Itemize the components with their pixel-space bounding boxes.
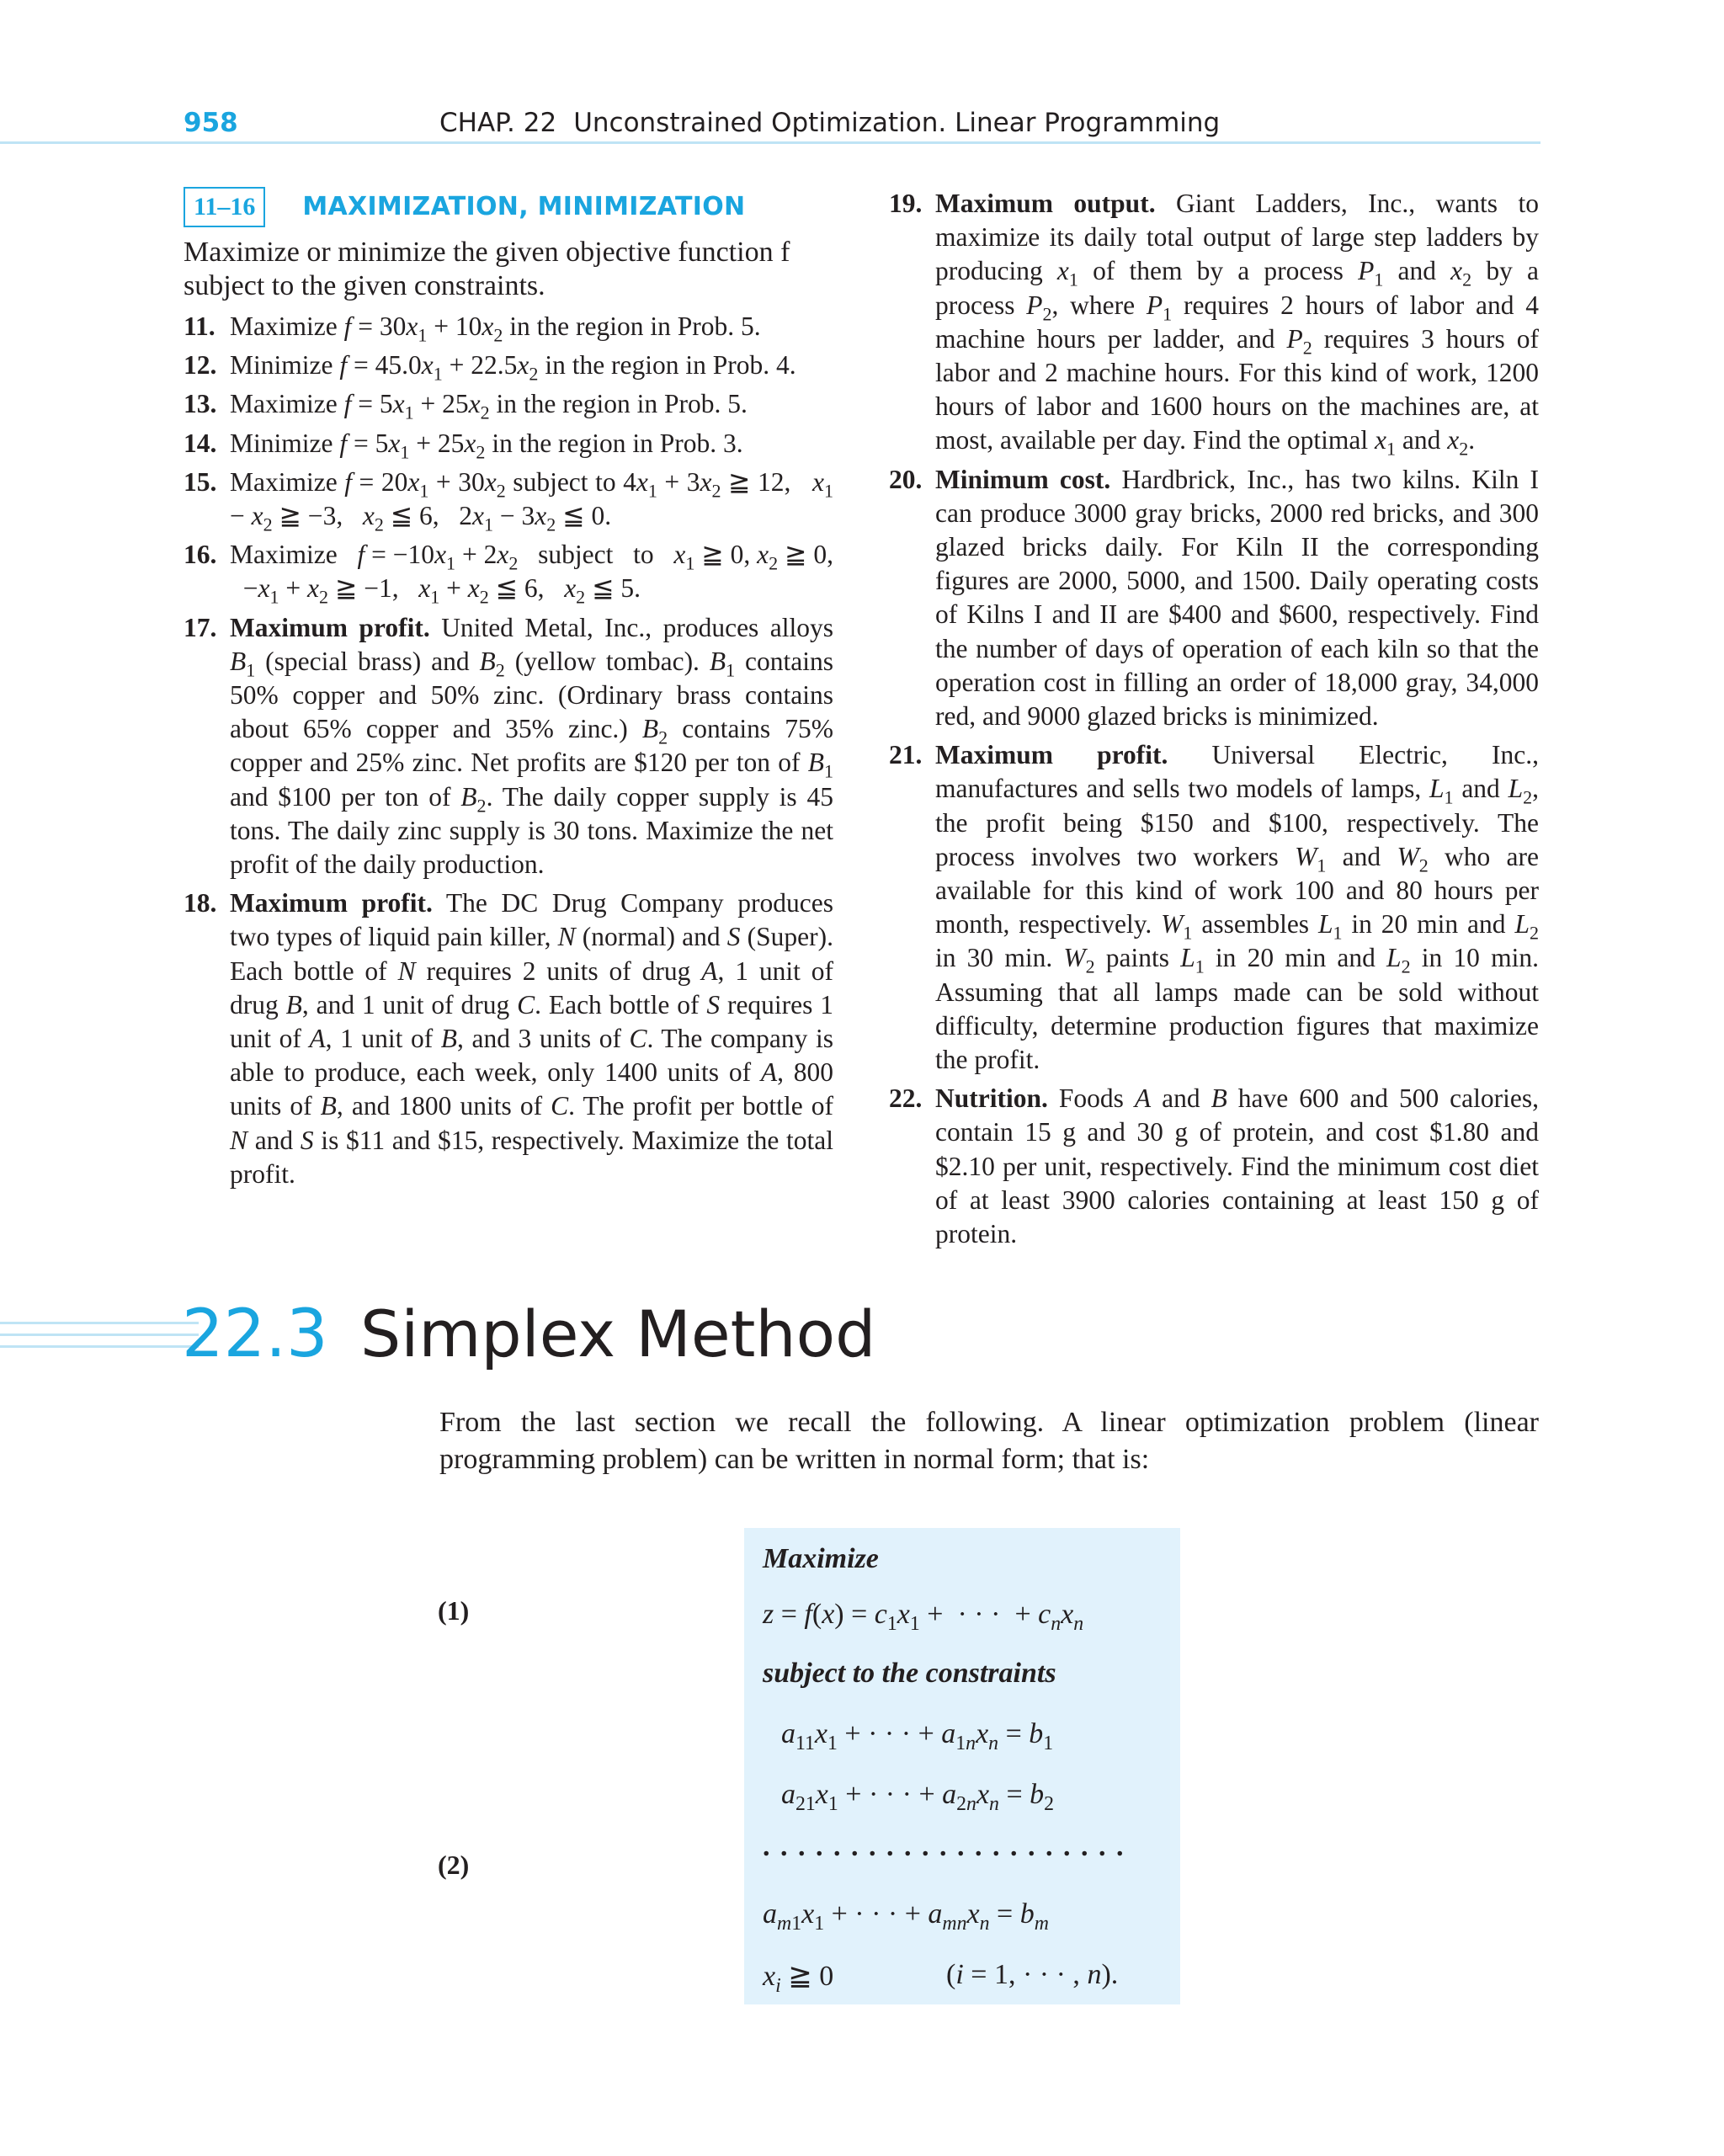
heading-rule (0, 1334, 199, 1336)
problem-lead: Maximum profit. (230, 612, 430, 642)
equation-label-1: (1) (438, 1595, 470, 1626)
problem-lead: Maximum output. (935, 189, 1156, 218)
problem-text (935, 463, 1539, 734)
problem-text (935, 1082, 1539, 1251)
header-rule (0, 141, 1540, 144)
problem-range-box: 11–16 (184, 187, 265, 227)
constraint-row-m: $a_{m1}x_1$ + · · · + $a_{mn}x_n = b_m$ (763, 1898, 1049, 1935)
problem-text: Minimize $f = 45.0x_1 + 22.5x_2$ in the region in Prob. 4. (230, 350, 796, 385)
problem-number: 11. (184, 311, 216, 341)
problem-lead: Nutrition. (935, 1083, 1048, 1114)
problem-20 (889, 463, 1539, 734)
problem-lead: Minimum cost. (935, 464, 1111, 494)
problem-12 (184, 349, 833, 385)
problem-number: 21. (889, 740, 923, 770)
problem-11 (184, 310, 833, 346)
problem-text (935, 738, 1539, 1077)
constraint-row-1: $a_{11}x_1$ + · · · + $a_{1n}x_n = b_1$ (781, 1718, 1054, 1754)
chapter-label (439, 108, 1237, 138)
chapter-number: CHAP. 22 (439, 108, 557, 138)
section-number: 22.3 (182, 1296, 328, 1372)
problem-lead: Maximum profit. (935, 740, 1168, 770)
problem-number: 16. (184, 540, 217, 570)
problem-text: Maximize $f = -10x_1 + 2x_2$ subject to $x_1$ ≧ 0, $x_2$ ≧ 0, $-x_1 + x_2$ ≧ −1, $x_1 + x_2$ ≦ 6, $x_2$ ≦ 5. (230, 540, 833, 608)
problem-body: Universal Electric, Inc., manufactures and sells two models of lamps, $L_1$ and $L_2$, the profit being $150 and $100, respectively. The process involves two workers $W_1$ and $W_2$ who are available for this kind of work 100 and 80 hours per month, respectively. $W_1$ assembles $L_1$ in 20 min and $L_2$ in 30 min. $W_2$ paints $L_1$ in 20 min and $L_2$ in 10 min. Assuming that all lamps made can be sold without difficulty, determine production figures that maximize the profit. (935, 740, 1539, 1075)
problem-text (230, 611, 833, 882)
problem-13 (184, 387, 833, 421)
problem-number: 14. (184, 428, 217, 458)
problem-body: Hardbrick, Inc., has two kilns. Kiln I can produce 3000 gray bricks, 2000 red bricks, and 300 glazed bricks daily. For Kiln II the corresponding figures are 2000, 5000, and 1500. Daily operating costs of Kilns I and II are $400 and $600, respectively. Find the number of days of operation of each kiln so that the operation cost in filling an order of 18,000 gray, 34,000 red, and 9000 glazed bricks is minimized. (935, 464, 1540, 732)
problem-text: Maximize $f = 30x_1 + 10x_2$ in the region in Prob. 5. (230, 311, 761, 346)
index-range: (i = 1, · · · , n). (946, 1959, 1119, 1990)
problem-15 (184, 466, 833, 533)
problem-text (935, 187, 1539, 458)
problem-text (230, 886, 833, 1191)
running-header (0, 101, 1540, 143)
problem-17 (184, 611, 833, 882)
section-title: Simplex Method (360, 1296, 876, 1371)
problem-22 (889, 1082, 1539, 1251)
heading-rule (0, 1322, 199, 1324)
problem-text: Maximize $f = 5x_1 + 25x_2$ in the region in Prob. 5. (230, 389, 748, 423)
heading-rule (0, 1345, 199, 1348)
problem-19 (889, 187, 1539, 458)
maximize-label: Maximize (763, 1543, 879, 1574)
page-number: 958 (184, 108, 238, 138)
problem-number: 19. (889, 189, 923, 218)
chapter-title: Unconstrained Optimization. Linear Programming (573, 108, 1221, 138)
section-intro: From the last section we recall the following. A linear optimization problem (linear programming problem) can be written in normal form; that is: (439, 1407, 1539, 1475)
problem-body: United Metal, Inc., produces alloys $B_1$ (special brass) and $B_2$ (yellow tombac). $B_1$ contains 50% copper and 50% zinc. (Ordinary brass contains about 65% copper and 35% zinc.) $B_2$ contains 75% copper and 25% zinc. Net profits are $120 per ton of $B_1$ and $100 per ton of $B_2$. The daily copper supply is 45 tons. The daily zinc supply is 30 tons. Maximize the net profit of the daily production. (230, 612, 833, 880)
left-column (184, 187, 833, 1196)
problem-18 (184, 886, 833, 1191)
problem-number: 12. (184, 350, 217, 381)
constraints-label: subject to the constraints (763, 1658, 1056, 1689)
problem-number: 20. (889, 464, 923, 494)
equation-label-2: (2) (438, 1850, 470, 1880)
problem-set-intro: Maximize or minimize the given objective function f subject to the given constraints. (184, 237, 790, 301)
problem-body: Giant Ladders, Inc., wants to maximize its daily total output of large step ladders by producing $x_1$ of them by a process $P_1$ and $x_2$ by a process $P_2$, where $P_1$ requires 2 hours of labor and 4 machine hours per ladder, and $P_2$ requires 3 hours of labor and 2 machine hours. For this kind of work, 1200 hours of labor and 1600 hours on the machines are, at most, available per day. Find the optimal $x_1$ and $x_2$. (935, 189, 1539, 460)
problem-number: 17. (184, 612, 217, 642)
problem-text: Minimize $f = 5x_1 + 25x_2$ in the region in Prob. 3. (230, 428, 743, 462)
problem-body: Foods A and B have 600 and 500 calories, contain 15 g and 30 g of protein, and cost $1.80 and $2.10 per unit, respectively. Find the minimum cost diet of at least 3900 calories containing at least 150 g of protein. (935, 1083, 1540, 1249)
problem-21 (889, 738, 1539, 1077)
problem-set-heading (184, 187, 833, 227)
nonnegativity: $x_i$ ≧ 0 (763, 1961, 834, 1997)
problem-set-title: MAXIMIZATION, MINIMIZATION (302, 191, 746, 221)
problem-16 (184, 538, 833, 608)
problem-body: The DC Drug Company produces two types of liquid pain killer, N (normal) and S (Super). Each bottle of N requires 2 units of drug A, 1 unit of drug B, and 1 unit of drug C. Each bottle of S requires 1 unit of A, 1 unit of B, and 3 units of C. The company is able to produce, each week, only 1400 units of A, 800 units of B, and 1800 units of C. The profit per bottle of N and S is $11 and $15, respectively. Maximize the total profit. (230, 888, 834, 1189)
objective-equation: $z = f(x) = c_1x_1$ + · · · + $c_nx_n$ (763, 1599, 1084, 1635)
normal-form-box (744, 1528, 1180, 2004)
problem-lead: Maximum profit. (230, 888, 433, 918)
constraint-row-2: $a_{21}x_1$ + · · · + $a_{2n}x_n = b_2$ (781, 1779, 1055, 1815)
problem-number: 15. (184, 466, 217, 497)
problem-number: 22. (889, 1083, 923, 1114)
section-heading (0, 1293, 926, 1377)
problem-number: 18. (184, 888, 217, 918)
constraint-dots: . . . . . . . . . . . . . . . . . . . . . (763, 1831, 1125, 1862)
problem-14 (184, 427, 833, 460)
problem-number: 13. (184, 389, 217, 419)
problem-text: Maximize $f = 20x_1 + 30x_2$ subject to $4x_1 + 3x_2$ ≧ 12, $x_1 - x_2$ ≧ −3, $x_2$ ≦ 6, $2x_1 - 3x_2$ ≦ 0. (230, 466, 834, 535)
right-column (889, 187, 1539, 1256)
